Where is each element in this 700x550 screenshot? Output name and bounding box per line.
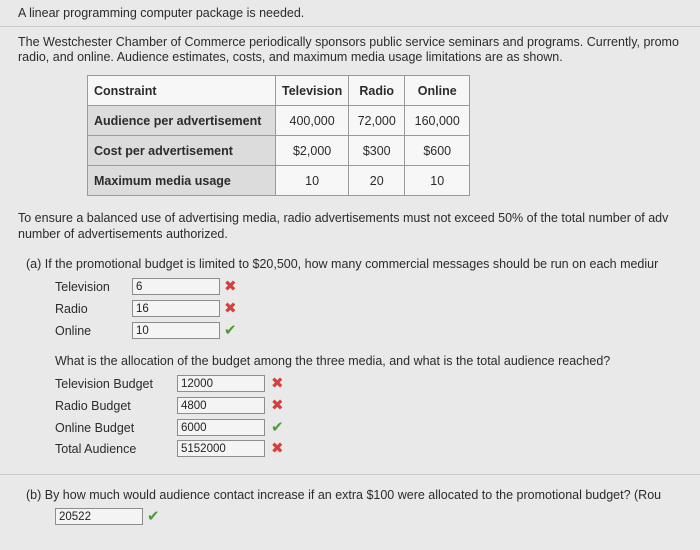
radio-input[interactable]: 16 [132, 300, 220, 317]
online-input[interactable]: 10 [132, 322, 220, 339]
divider [0, 26, 700, 27]
table-cell: 400,000 [276, 106, 349, 136]
part-b-question: (b) By how much would audience contact increase if an extra $100 were allocated to the promotional budget? (Rou [26, 488, 662, 502]
wrong-icon: ✖ [224, 300, 237, 317]
constraint-line-1: To ensure a balanced use of advertising media, radio advertisements must not exceed 50% of the total number of adv [18, 211, 669, 225]
description-line-2: radio, and online. Audience estimates, costs, and maximum media usage limitations are as shown. [18, 50, 563, 64]
table-header-row [88, 76, 470, 106]
constraint-line-2: number of advertisements authorized. [18, 227, 228, 241]
table-header-cell: Radio [349, 76, 405, 106]
check-icon: ✔ [224, 322, 237, 339]
divider [0, 474, 700, 475]
table-row-label: Audience per advertisement [88, 106, 276, 136]
table-row-label: Cost per advertisement [88, 136, 276, 166]
television-budget-label: Television Budget [55, 377, 153, 391]
online-budget-input[interactable]: 6000 [177, 419, 265, 436]
table-header-cell: Online [405, 76, 470, 106]
table-cell: $600 [405, 136, 470, 166]
table-row-label: Maximum media usage [88, 166, 276, 196]
television-budget-input[interactable]: 12000 [177, 375, 265, 392]
wrong-icon: ✖ [224, 278, 237, 295]
television-label: Television [55, 280, 110, 294]
radio-budget-label: Radio Budget [55, 399, 131, 413]
table-row [88, 106, 470, 136]
audience-increase-input[interactable]: 20522 [55, 508, 143, 525]
television-input[interactable]: 6 [132, 278, 220, 295]
allocation-question: What is the allocation of the budget among the three media, and what is the total audience reached? [55, 354, 611, 368]
media-table [87, 75, 470, 196]
total-audience-input[interactable]: 5152000 [177, 440, 265, 457]
online-label: Online [55, 324, 92, 338]
online-budget-label: Online Budget [55, 421, 135, 435]
radio-label: Radio [55, 302, 88, 316]
radio-budget-input[interactable]: 4800 [177, 397, 265, 414]
table-cell: 10 [276, 166, 349, 196]
wrong-icon: ✖ [271, 375, 284, 392]
table-row [88, 136, 470, 166]
check-icon: ✔ [271, 419, 284, 436]
table-cell: 20 [349, 166, 405, 196]
wrong-icon: ✖ [271, 440, 284, 457]
table-cell: $300 [349, 136, 405, 166]
table-cell: 10 [405, 166, 470, 196]
description-line-1: The Westchester Chamber of Commerce periodically sponsors public service seminars and programs. Currently, promo [18, 35, 679, 49]
total-audience-label: Total Audience [55, 442, 137, 456]
table-cell: 160,000 [405, 106, 470, 136]
intro-text: A linear programming computer package is needed. [18, 6, 305, 20]
table-row [88, 166, 470, 196]
table-header-cell: Constraint [88, 76, 276, 106]
table-cell: $2,000 [276, 136, 349, 166]
wrong-icon: ✖ [271, 397, 284, 414]
table-cell: 72,000 [349, 106, 405, 136]
table-header-cell: Television [276, 76, 349, 106]
part-a-question: (a) If the promotional budget is limited to $20,500, how many commercial messages should be run on each mediur [26, 257, 659, 271]
check-icon: ✔ [147, 508, 160, 525]
